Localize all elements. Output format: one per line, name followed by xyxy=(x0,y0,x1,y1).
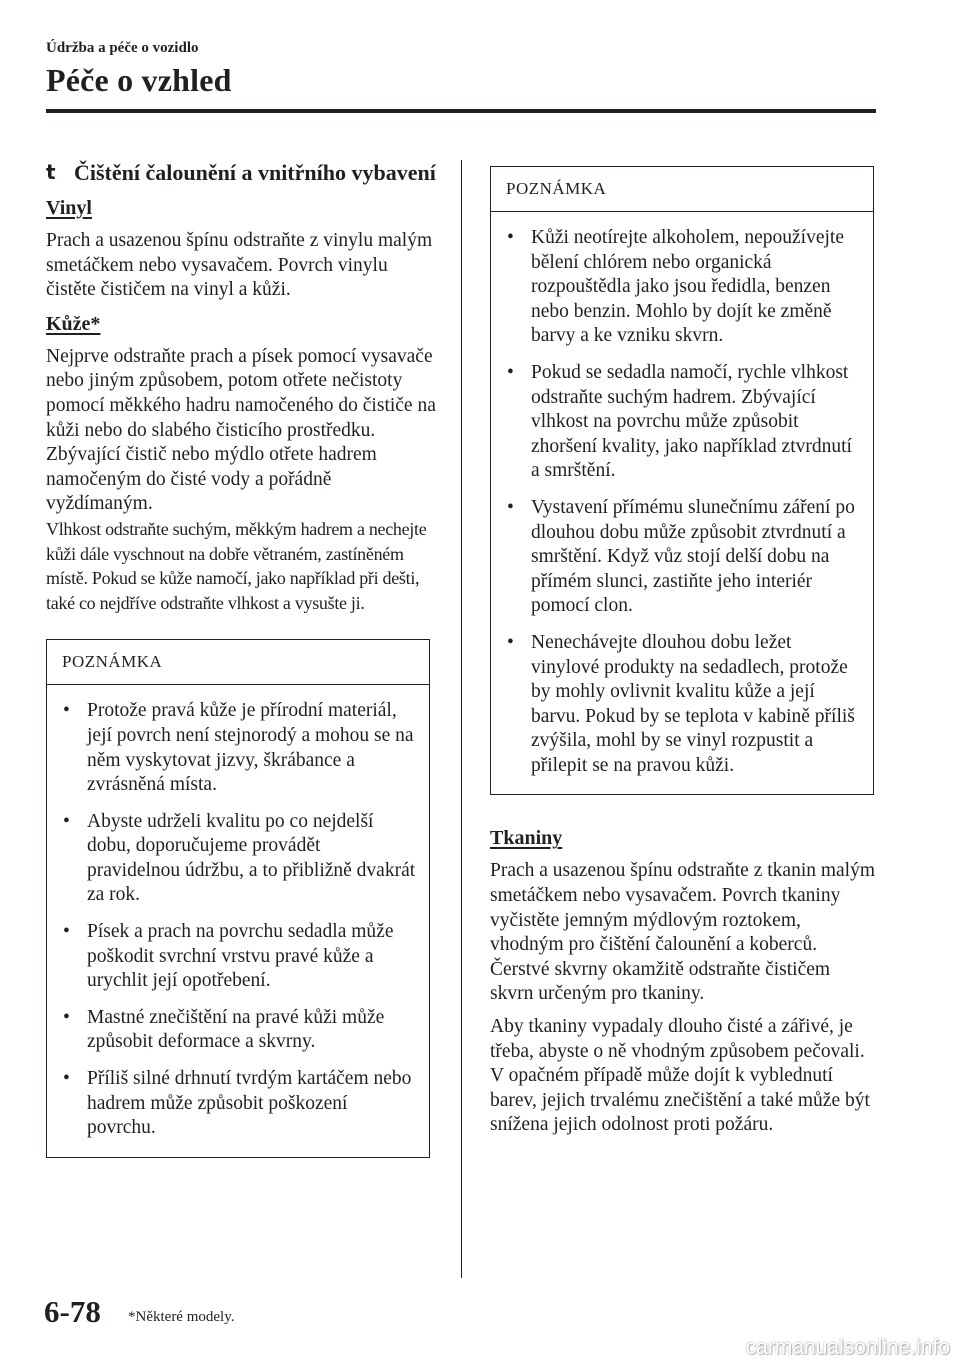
fabric-text-2: Aby tkaniny vypadaly dlouho čisté a zářivé, je třeba, abyste o ně vhodným způsobem pečovali. V opačném případě může dojít k vyblednutí barev, jejich trvalému znečištění a také může být snížena jejich odolnost proti požáru. xyxy=(490,1016,870,1136)
note-item xyxy=(505,226,861,349)
note-item-text: Abyste udrželi kvalitu po co nejdelší dobu, doporučujeme provádět pravidelnou údržbu, a to přibližně dvakrát za rok. xyxy=(87,810,416,906)
note-title: POZNÁMKA xyxy=(47,640,429,685)
vinyl-text: Prach a usazenou špínu odstraňte z vinylu malým smetáčkem nebo vysavačem. Povrch vinylu čistěte čističem na vinyl a kůži. xyxy=(46,230,433,301)
note-item-text: Protože pravá kůže je přírodní materiál, její povrch není stejnorodý a mohou se na něm vyskytovat jizvy, škrábance a zvrásněná místa. xyxy=(87,700,414,796)
bullet-icon: • xyxy=(507,227,514,248)
bullet-icon: • xyxy=(507,496,514,518)
fabric-text: Prach a usazenou špínu odstraňte z tkanin malým smetáčkem nebo vysavačem. Povrch tkaniny vyčistěte jemným mýdlovým roztokem, vhodným pro čištění čalounění a koberců. Čerstvé skvrny okamžitě odstraňte čističem skvrn určeným pro tkaniny. xyxy=(490,860,876,1005)
note-item xyxy=(505,361,861,484)
vinyl-heading: Vinyl xyxy=(46,197,92,219)
note-item xyxy=(505,496,861,619)
note-item xyxy=(61,920,417,994)
note-item-text: Příliš silné drhnutí tvrdým kartáčem nebo hadrem může způsobit poškození povrchu. xyxy=(87,1068,412,1139)
right-column xyxy=(490,166,878,1146)
bullet-icon: • xyxy=(63,810,70,832)
note-title: POZNÁMKA xyxy=(491,167,873,212)
leather-text-2: Vlhkost odstraňte suchým, měkkým hadrem a nechejte kůži dále vyschnout na dobře větraném, zastíněném místě. Pokud se kůže namočí, jako například při dešti, také co nejdříve odstraňte vlhkost a vysušte ji. xyxy=(46,518,427,613)
note-body xyxy=(491,212,873,794)
note-item-text: Nenechávejte dlouhou dobu ležet vinylové produkty na sedadlech, protože by mohly ovlivnit kvalitu kůže a její barvu. Pokud by se teplota v kabině příliš zvýšila, mohl by se vinyl rozpustit a přilepit se na pravou kůži. xyxy=(531,631,855,776)
bullet-icon: • xyxy=(507,631,514,653)
note-item xyxy=(61,810,417,908)
note-item-text: Vystavení přímému slunečnímu záření po dlouhou dobu může způsobit ztvrdnutí a smrštění. Když vůz stojí delší dobu na přímém slunci, zastiňte jeho interiér pomocí clon. xyxy=(531,496,855,617)
bullet-icon: • xyxy=(63,921,70,943)
title-rule xyxy=(46,109,876,113)
page-number: 6-78 xyxy=(44,1294,101,1329)
leather-heading: Kůže* xyxy=(46,312,101,335)
page-title: Péče o vzhled xyxy=(46,62,232,98)
section-heading xyxy=(46,158,438,187)
note-item-text: Písek a prach na povrchu sedadla může poškodit svrchní vrstvu pravé kůže a urychlit její opotřebení. xyxy=(87,921,394,992)
bullet-icon: • xyxy=(63,1006,70,1028)
footnote: *Některé modely. xyxy=(128,1309,235,1325)
note-box-vinyl xyxy=(490,166,874,795)
section-marker-icon: t xyxy=(46,160,56,184)
bullet-icon: • xyxy=(507,361,514,383)
note-item xyxy=(61,1067,417,1141)
watermark-link[interactable]: carmanualsonline.info xyxy=(745,1336,950,1359)
note-item xyxy=(61,1006,417,1055)
note-item xyxy=(61,699,417,797)
note-item-text: Kůži neotírejte alkoholem, nepoužívejte bělení chlórem nebo organická rozpouštědla jako jsou ředidla, benzen nebo benzin. Mohlo by dojít ke změně barvy a ke vzniku skvrn. xyxy=(531,227,844,347)
note-item-text: Mastné znečištění na pravé kůži může způsobit deformace a skvrny. xyxy=(87,1006,385,1053)
note-item xyxy=(505,631,861,779)
note-box-leather xyxy=(46,639,430,1158)
bullet-icon: • xyxy=(63,700,70,722)
leather-text: Nejprve odstraňte prach a písek pomocí vysavače nebo jiným způsobem, potom otřete nečistoty pomocí měkkého hadru namočeného do čističe na kůži nebo do slabého čisticího prostředku. Zbývající čistič nebo mýdlo otřete hadrem namočeným do čisté vody a pořádně vyždímaným. xyxy=(46,345,436,515)
column-divider xyxy=(461,160,462,1278)
section-heading-text: Čištění čalounění a vnitřního vybavení xyxy=(74,160,436,185)
note-body xyxy=(47,685,429,1157)
note-item-text: Pokud se sedadla namočí, rychle vlhkost odstraňte suchým hadrem. Zbývající vlhkost na povrchu může způsobit zhoršení kvality, jako například ztvrdnutí a smrštění. xyxy=(531,361,852,482)
bullet-icon: • xyxy=(63,1068,70,1090)
fabric-heading: Tkaniny xyxy=(490,827,563,850)
left-column xyxy=(46,158,438,1158)
breadcrumb: Údržba a péče o vozidlo xyxy=(46,40,199,56)
